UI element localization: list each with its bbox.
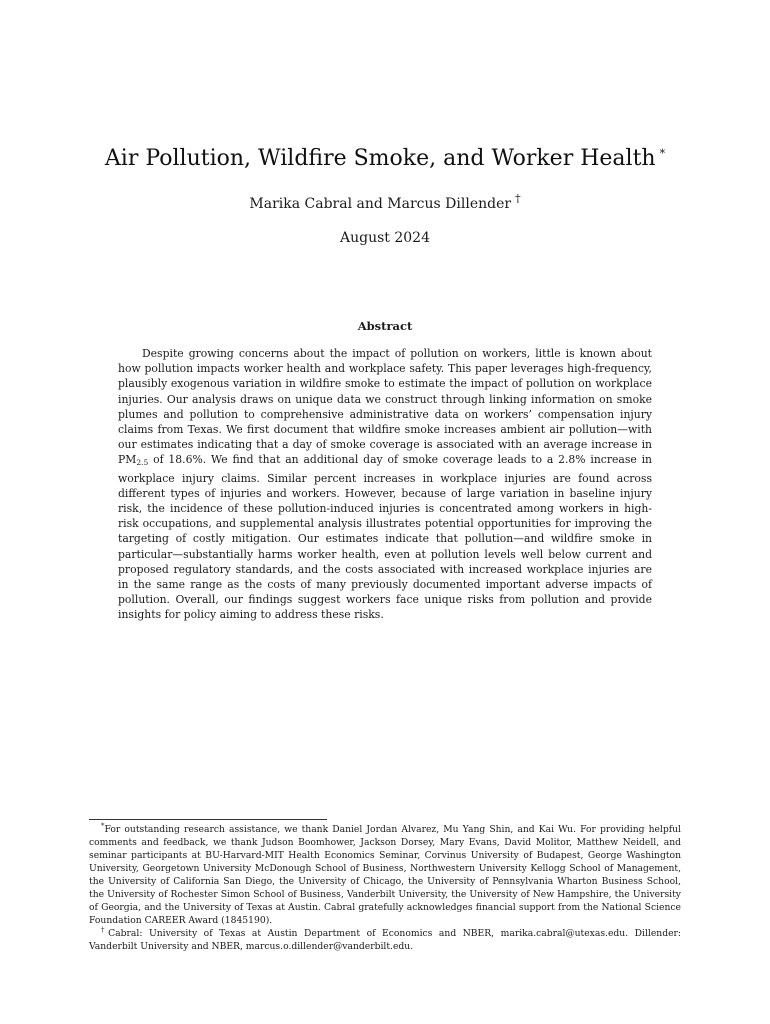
author-list	[0, 194, 770, 214]
abstract-body	[118, 346, 652, 623]
footnote-acknowledgments	[89, 823, 681, 927]
footnote-text: Cabral: University of Texas at Austin Department of Economics and NBER, marika.cabral@utexas.edu. Dillender: Vanderbilt University and NBER, marcus.o.dillender@vanderbilt.edu.	[89, 928, 682, 952]
abstract-text-part2: of 18.6%. We find that an additional day of smoke coverage leads to a 2.8% increase in workplace injury claims. Similar percent increases in workplace injuries are found across different types of injuries and workers. However, because of large variation in baseline injury risk, the incidence of these pollution-induced injuries is concentrated among workers in high-risk occupations, and supplemental analysis illustrates potential opportunities for improving the targeting of costly mitigation. Our estimates indicate that pollution—and wildfire smoke in particular—substantially harms worker health, even at pollution levels well below current and proposed regulatory standards, and the costs associated with increased workplace injuries are in the same range as the costs of many previously documented important adverse impacts of pollution. Overall, our findings suggest workers face unique risks from pollution and provide insights for policy aiming to address these risks.	[118, 453, 652, 622]
pm-subscript: 2.5	[136, 458, 149, 468]
footnotes	[89, 823, 681, 953]
paper-title	[0, 144, 770, 174]
abstract-heading: Abstract	[357, 319, 413, 333]
title-footnote-mark: *	[659, 146, 666, 160]
author-footnote-mark: †	[515, 192, 521, 206]
publication-date: August 2024	[340, 230, 430, 246]
footnote-mark: *	[101, 821, 105, 830]
footnote-mark: †	[101, 925, 109, 934]
footnote-text: For outstanding research assistance, we thank Daniel Jordan Alvarez, Mu Yang Shin, and Kai Wu. For providing helpful comments and feedback, we thank Judson Boomhower, Jackson Dorsey, Mary Evans, David Molitor, Matthew Neidell, and seminar participants at BU-Harvard-MIT Health Economics Seminar, Corvinus University of Budapest, George Washington University, Georgetown University McDonough School of Business, Northwestern University Kellogg School of Management, the University of California San Diego, the University of Chicago, the University of Pennsylvania Wharton Business School, the University of Rochester Simon School of Business, Vanderbilt University, the University of New Hampshire, the University of Georgia, and the University of Texas at Austin. Cabral gratefully acknowledges financial support from the National Science Foundation CAREER Award (1845190).	[89, 824, 681, 926]
abstract-text-part1: Despite growing concerns about the impact of pollution on workers, little is known about how pollution impacts worker health and workplace safety. This paper leverages high-frequency, plausibly exogenous variation in wildfire smoke to estimate the impact of pollution on workplace injuries. Our analysis draws on unique data we construct through linking information on smoke plumes and pollution to comprehensive administrative data on workers’ compensation injury claims from Texas. We first document that wildfire smoke increases ambient air pollution—with our estimates indicating that a day of smoke coverage is associated with an average increase in PM	[118, 347, 652, 467]
abstract-paragraph	[118, 346, 652, 623]
footnote-separator	[89, 819, 327, 820]
author-names: Marika Cabral and Marcus Dillender	[249, 196, 512, 212]
paper-title-text: Air Pollution, Wildfire Smoke, and Worker Health	[104, 146, 656, 171]
footnote-affiliations	[89, 927, 681, 953]
